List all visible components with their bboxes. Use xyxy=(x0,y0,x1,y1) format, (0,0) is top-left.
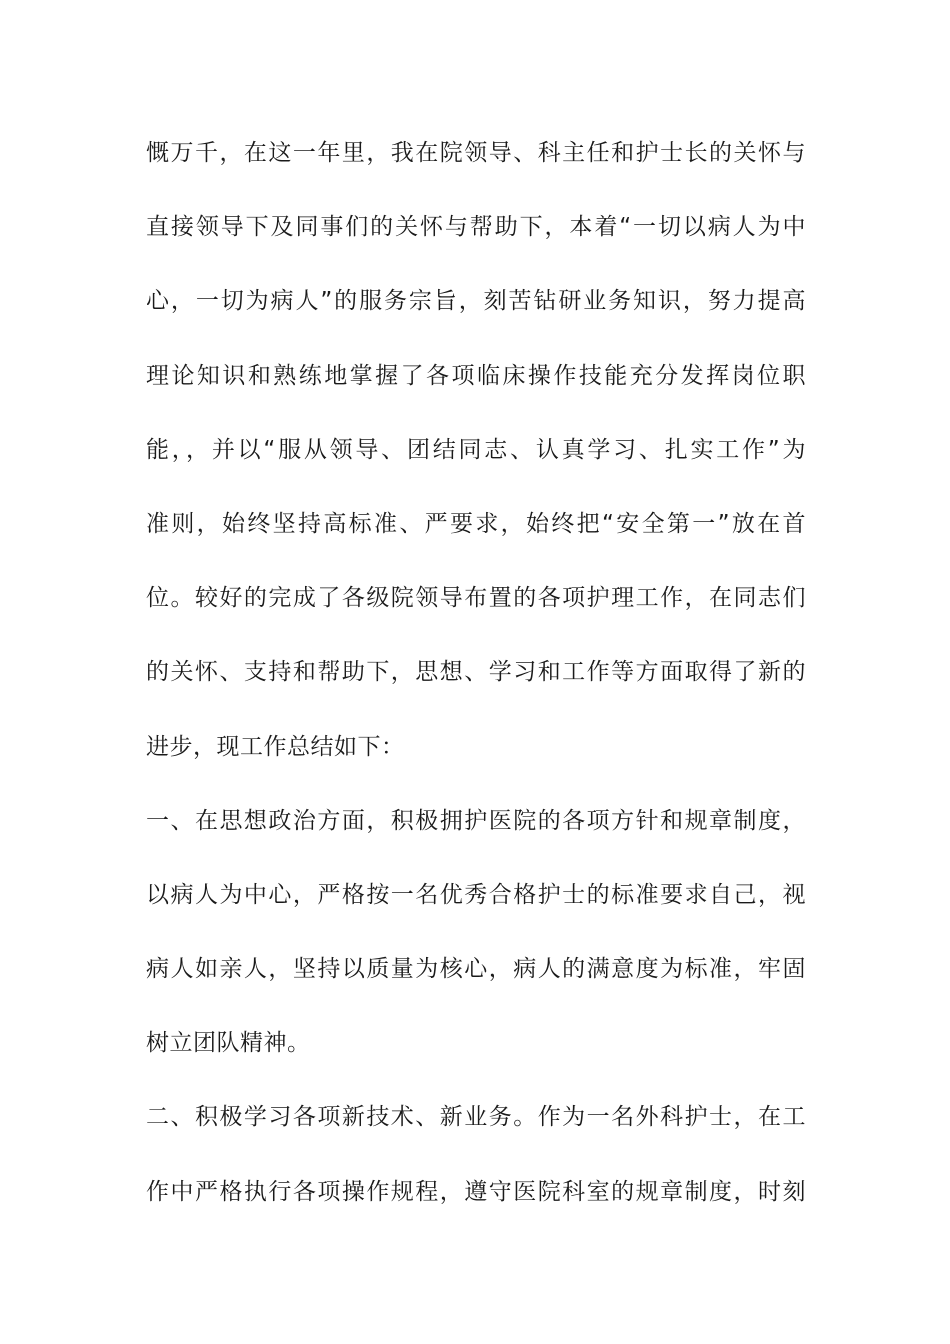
text-line: 病人如亲人，坚持以质量为核心，病人的满意度为标准，牢固 xyxy=(146,956,806,983)
text-line: 心，一切为病人”的服务宗旨，刻苦钻研业务知识，努力提高 xyxy=(146,288,806,315)
text-line: 慨万千，在这一年里，我在院领导、科主任和护士长的关怀与 xyxy=(146,140,806,166)
text-line: 作中严格执行各项操作规程，遵守医院科室的规章制度，时刻 xyxy=(146,1178,806,1205)
document-body xyxy=(146,128,806,1241)
text-line: 直接领导下及同事们的关怀与帮助下，本着“一切以病人为中 xyxy=(146,214,806,241)
text-line: 进步，现工作总结如下： xyxy=(146,733,405,760)
text-line: 一、在思想政治方面，积极拥护医院的各项方针和规章制度， xyxy=(146,807,806,834)
text-line: 准则，始终坚持高标准、严要求，始终把“安全第一”放在首 xyxy=(146,510,806,537)
text-line: 位。较好的完成了各级院领导布置的各项护理工作，在同志们 xyxy=(146,585,806,612)
text-line: 的关怀、支持和帮助下，思想、学习和工作等方面取得了新的 xyxy=(146,659,806,686)
text-line: 树立团队精神。 xyxy=(146,1030,311,1057)
text-line: 二、积极学习各项新技术、新业务。作为一名外科护士，在工 xyxy=(146,1104,806,1131)
text-line: 理论知识和熟练地掌握了各项临床操作技能充分发挥岗位职 xyxy=(146,362,806,389)
text-line: 能，，并以“服从领导、团结同志、认真学习、扎实工作”为 xyxy=(146,436,806,463)
text-line: 以病人为中心，严格按一名优秀合格护士的标准要求自己，视 xyxy=(146,881,806,908)
